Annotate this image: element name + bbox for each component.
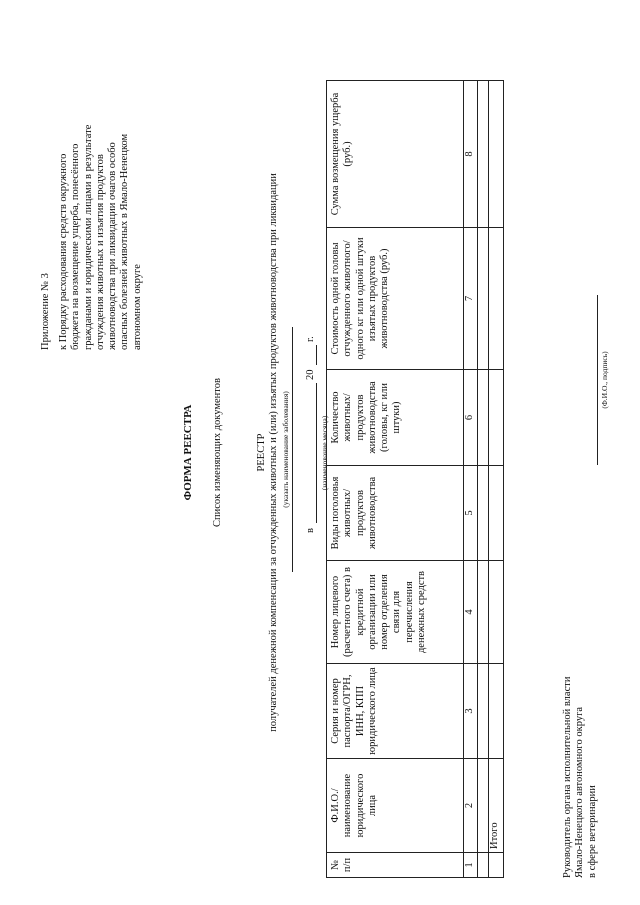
- table-cell: [478, 759, 489, 853]
- signer-title: Руководитель органа исполнительной власти Ямало-Ненецкого автономного округа в сфере ветеринарии: [562, 676, 598, 878]
- appendix-description: к Порядку расходования средств окружного бюджета на возмещение ущерба, понесённого гражданами и юридическими лицами в результате отчуждения животных и изъятия продуктов животноводства при ликвидации очагов особо опасных болезней животных в Ямало-Ненецком автономном округе: [58, 124, 143, 350]
- registry-table: [326, 80, 504, 878]
- table-cell: [478, 466, 489, 561]
- year-prefix: 20: [305, 369, 316, 380]
- table-cell: [489, 561, 503, 664]
- month-line: [316, 383, 317, 523]
- header-number: № п/п: [327, 853, 464, 878]
- table-cell: [489, 370, 503, 466]
- column-number: 6: [464, 370, 478, 466]
- table-header-row: [327, 81, 464, 878]
- header-quantity: Количество животных/ продуктов животноводства (головы, кг или штуки): [327, 370, 464, 466]
- table-cell: [478, 561, 489, 664]
- header-livestock-type: Виды поголовья животных/ продуктов животноводства: [327, 466, 464, 561]
- signature-caption: (Ф.И.О., подпись): [600, 351, 609, 409]
- column-number: 5: [464, 466, 478, 561]
- header-account: Номер лицевого (расчетного счета) в кредитной организации или номер отделения связи для перечисления денежных средств: [327, 561, 464, 664]
- disease-name-line: [292, 327, 293, 572]
- table-cell: [489, 466, 503, 561]
- table-cell: [478, 370, 489, 466]
- column-number: 3: [464, 664, 478, 759]
- total-label: Итого: [489, 759, 503, 853]
- table-row: [478, 81, 489, 878]
- in-label: в: [305, 528, 316, 533]
- registry-subtitle: получателей денежной компенсации за отчужденных животных и (или) изъятых продуктов животноводства при ликвидации: [268, 173, 279, 732]
- column-number: 7: [464, 228, 478, 370]
- column-number: 1: [464, 853, 478, 878]
- table-cell: [489, 81, 503, 228]
- table-cell: [478, 853, 489, 878]
- month-caption: (наименование месяца): [320, 415, 329, 491]
- header-unit-cost: Стоимость одной головы отчужденного животного/одного кг или одной штуки изъятых продуктов животноводства (руб.): [327, 228, 464, 370]
- year-line: [316, 345, 317, 365]
- column-number: 8: [464, 81, 478, 228]
- header-name: Ф.И.О./ наименование юридического лица: [327, 759, 464, 853]
- total-row: [489, 81, 503, 878]
- year-suffix: г.: [305, 336, 316, 342]
- signature-line: [597, 295, 598, 465]
- header-compensation: Сумма возмещения ущерба (руб.): [327, 81, 464, 228]
- table-cell: [489, 664, 503, 759]
- table-cell: [478, 228, 489, 370]
- table-cell: [489, 228, 503, 370]
- table-cell: [489, 853, 503, 878]
- form-title: ФОРМА РЕЕСТРА: [182, 404, 194, 501]
- table-cell: [478, 664, 489, 759]
- table-cell: [478, 81, 489, 228]
- column-number: 4: [464, 561, 478, 664]
- header-passport: Серия и номер паспорта/ОГРН, ИНН, КПП юридического лица: [327, 664, 464, 759]
- appendix-title: Приложение № 3: [40, 273, 51, 350]
- amending-documents-label: Список изменяющих документов: [212, 378, 223, 527]
- disease-caption: (указать наименование заболевания): [281, 391, 290, 508]
- column-number-row: [464, 81, 478, 878]
- registry-title: РЕЕСТР: [256, 433, 267, 472]
- column-number: 2: [464, 759, 478, 853]
